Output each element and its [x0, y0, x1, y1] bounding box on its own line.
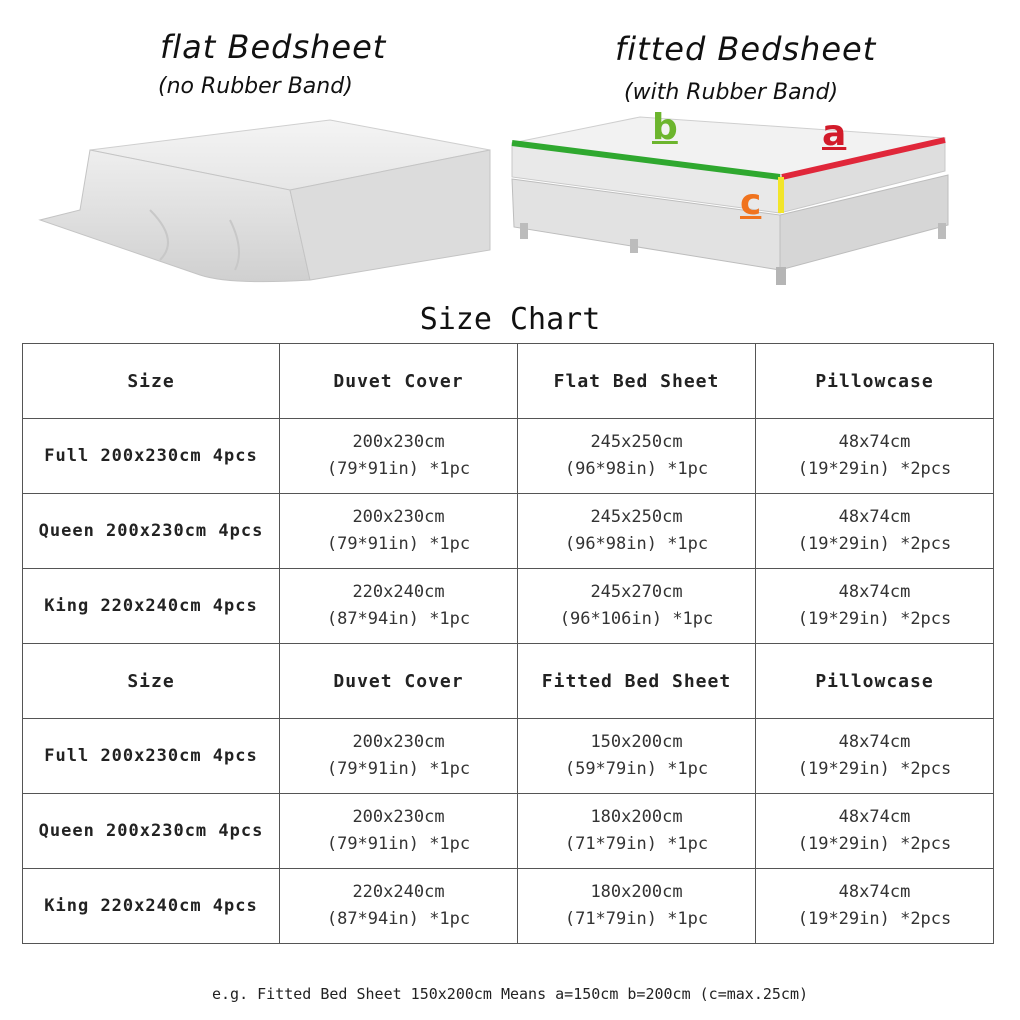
dimension-c-label: c: [740, 182, 762, 223]
sheet-size-in: (71*79in) *1pc: [564, 834, 709, 854]
sheet-size-cm: 180x200cm: [590, 807, 683, 827]
duvet-cell: [280, 569, 518, 644]
duvet-cell: [280, 794, 518, 869]
sheet-size-in: (71*79in) *1pc: [564, 909, 709, 929]
table-row: [23, 494, 994, 569]
sheet-cell: [518, 569, 756, 644]
pillow-size-cm: 48x74cm: [838, 507, 911, 527]
sheet-size-cm: 150x200cm: [590, 732, 683, 752]
sheet-cell: [518, 494, 756, 569]
duvet-size-in: (87*94in) *1pc: [326, 609, 471, 629]
flat-bedsheet-illustration: [30, 110, 500, 300]
pillow-size-cm: 48x74cm: [838, 882, 911, 902]
sheet-size-in: (96*106in) *1pc: [559, 609, 714, 629]
pillow-size-in: (19*29in) *2pcs: [797, 459, 952, 479]
duvet-cell: [280, 719, 518, 794]
pillow-size-in: (19*29in) *2pcs: [797, 534, 952, 554]
duvet-size-cm: 200x230cm: [352, 732, 445, 752]
pillow-size-cm: 48x74cm: [838, 582, 911, 602]
size-cell: Full 200x230cm 4pcs: [23, 719, 280, 794]
pillow-size-cm: 48x74cm: [838, 732, 911, 752]
duvet-size-cm: 200x230cm: [352, 807, 445, 827]
column-header: Pillowcase: [756, 644, 994, 719]
table-row: [23, 869, 994, 944]
table-header-row: [23, 344, 994, 419]
dimension-a-label: a: [822, 113, 847, 154]
flat-bedsheet-title: flat Bedsheet: [160, 28, 387, 66]
table-row: [23, 419, 994, 494]
footnote: e.g. Fitted Bed Sheet 150x200cm Means a=150cm b=200cm (c=max.25cm): [211, 985, 809, 1003]
size-cell: Queen 200x230cm 4pcs: [23, 494, 280, 569]
sheet-size-cm: 245x270cm: [590, 582, 683, 602]
sheet-cell: [518, 794, 756, 869]
duvet-size-in: (87*94in) *1pc: [326, 909, 471, 929]
pillow-cell: [756, 419, 994, 494]
sheet-cell: [518, 719, 756, 794]
flat-bedsheet-subtitle: (no Rubber Band): [158, 74, 353, 99]
duvet-size-in: (79*91in) *1pc: [326, 459, 471, 479]
pillow-size-cm: 48x74cm: [838, 807, 911, 827]
sheet-size-cm: 245x250cm: [590, 432, 683, 452]
duvet-size-cm: 220x240cm: [352, 882, 445, 902]
duvet-cell: [280, 869, 518, 944]
duvet-cell: [280, 419, 518, 494]
sheet-size-in: (59*79in) *1pc: [564, 759, 709, 779]
column-header: Pillowcase: [756, 344, 994, 419]
column-header: Fitted Bed Sheet: [518, 644, 756, 719]
size-cell: Queen 200x230cm 4pcs: [23, 794, 280, 869]
size-cell: Full 200x230cm 4pcs: [23, 419, 280, 494]
column-header: Size: [23, 344, 280, 419]
table-header-row: [23, 644, 994, 719]
pillow-cell: [756, 494, 994, 569]
sheet-cell: [518, 419, 756, 494]
duvet-cell: [280, 494, 518, 569]
duvet-size-cm: 200x230cm: [352, 507, 445, 527]
pillow-cell: [756, 869, 994, 944]
fitted-bedsheet-illustration: [500, 105, 970, 300]
pillow-size-in: (19*29in) *2pcs: [797, 834, 952, 854]
pillow-size-cm: 48x74cm: [838, 432, 911, 452]
pillow-size-in: (19*29in) *2pcs: [797, 609, 952, 629]
duvet-size-in: (79*91in) *1pc: [326, 534, 471, 554]
table-row: [23, 794, 994, 869]
size-cell: King 220x240cm 4pcs: [23, 569, 280, 644]
pillow-cell: [756, 719, 994, 794]
size-chart-title: Size Chart: [419, 302, 601, 337]
column-header: Flat Bed Sheet: [518, 344, 756, 419]
table-row: [23, 719, 994, 794]
fitted-bedsheet-subtitle: (with Rubber Band): [624, 80, 839, 105]
duvet-size-cm: 200x230cm: [352, 432, 445, 452]
pillow-cell: [756, 794, 994, 869]
table-row: [23, 569, 994, 644]
sheet-size-in: (96*98in) *1pc: [564, 534, 709, 554]
sheet-size-cm: 180x200cm: [590, 882, 683, 902]
pillow-cell: [756, 569, 994, 644]
sheet-cell: [518, 869, 756, 944]
duvet-size-in: (79*91in) *1pc: [326, 759, 471, 779]
pillow-size-in: (19*29in) *2pcs: [797, 909, 952, 929]
sheet-size-in: (96*98in) *1pc: [564, 459, 709, 479]
pillow-size-in: (19*29in) *2pcs: [797, 759, 952, 779]
column-header: Size: [23, 644, 280, 719]
fitted-bedsheet-title: fitted Bedsheet: [615, 30, 877, 68]
sheet-size-cm: 245x250cm: [590, 507, 683, 527]
duvet-size-cm: 220x240cm: [352, 582, 445, 602]
column-header: Duvet Cover: [280, 644, 518, 719]
size-chart-table: [22, 343, 994, 944]
duvet-size-in: (79*91in) *1pc: [326, 834, 471, 854]
column-header: Duvet Cover: [280, 344, 518, 419]
dimension-b-label: b: [652, 107, 678, 148]
size-cell: King 220x240cm 4pcs: [23, 869, 280, 944]
